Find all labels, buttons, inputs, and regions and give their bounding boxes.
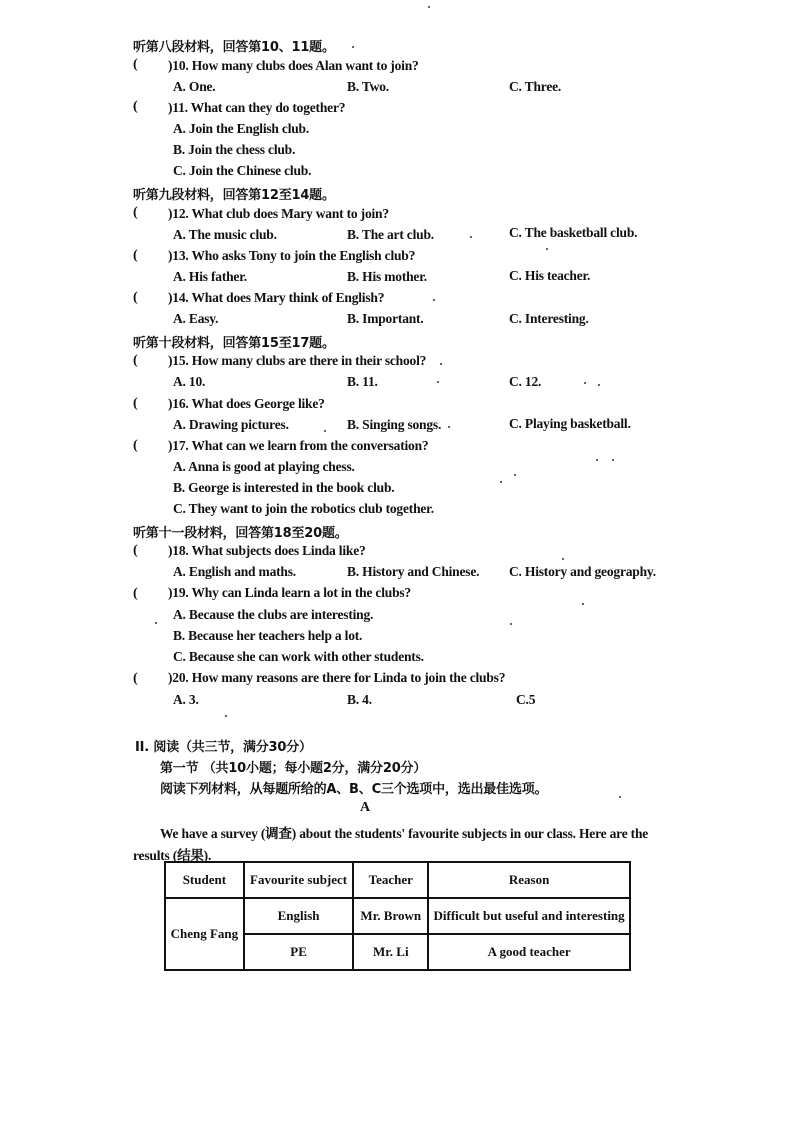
q19-option-b: B. Because her teachers help a lot. (173, 628, 363, 643)
scan-speck (582, 603, 584, 605)
q10-option-b: B. Two. (347, 79, 389, 94)
header-reason: Reason (428, 862, 630, 898)
answer-paren-14[interactable]: ( (133, 290, 138, 305)
scan-speck (619, 796, 621, 798)
q11-option-c: C. Join the Chinese club. (173, 163, 312, 178)
cell-subject: English (244, 898, 354, 934)
scan-speck (428, 6, 430, 8)
answer-paren-15[interactable]: ( (133, 353, 138, 368)
section-8-heading: 听第八段材料，回答第10、11题。 (133, 40, 335, 55)
scan-speck (510, 623, 512, 625)
q12-option-b: B. The art club. (347, 227, 434, 242)
table-row (165, 898, 630, 934)
q17-option-b: B. George is interested in the book club. (173, 480, 395, 495)
q20-option-a: A. 3. (173, 692, 199, 707)
question-18: )18. What subjects does Linda like? (168, 543, 366, 558)
answer-paren-19[interactable]: ( (133, 586, 138, 601)
answer-paren-20[interactable]: ( (133, 671, 138, 686)
q14-option-b: B. Important. (347, 311, 424, 326)
reading-heading: II. 阅读（共三节，满分30分） (135, 740, 312, 755)
q17-option-c: C. They want to join the robotics club together. (173, 501, 434, 516)
question-17: )17. What can we learn from the conversation? (168, 438, 429, 453)
q16-option-b: B. Singing songs. (347, 417, 442, 432)
q17-option-a: A. Anna is good at playing chess. (173, 459, 355, 474)
scan-speck (562, 558, 564, 560)
scan-speck (612, 459, 614, 461)
table-header-row (165, 862, 630, 898)
q20-option-b: B. 4. (347, 692, 372, 707)
q13-option-b: B. His mother. (347, 269, 427, 284)
header-teacher: Teacher (353, 862, 428, 898)
q20-option-c: C.5 (516, 692, 536, 707)
q15-option-a: A. 10. (173, 374, 206, 389)
q14-option-a: A. Easy. (173, 311, 219, 326)
scan-speck (598, 384, 600, 386)
q14-option-c: C. Interesting. (509, 311, 589, 326)
scan-speck (155, 622, 157, 624)
question-14: )14. What does Mary think of English? (168, 290, 385, 305)
scan-speck (514, 474, 516, 476)
cell-reason: Difficult but useful and interesting (428, 898, 630, 934)
scan-speck (584, 382, 586, 384)
q10-option-a: A. One. (173, 79, 216, 94)
q15-option-c: C. 12. (509, 374, 542, 389)
q18-option-c: C. History and geography. (509, 564, 656, 579)
question-10: )10. How many clubs does Alan want to join? (168, 58, 419, 73)
q13-option-c: C. His teacher. (509, 268, 591, 283)
question-15: )15. How many clubs are there in their school? (168, 353, 427, 368)
scan-speck (546, 248, 548, 250)
answer-paren-16[interactable]: ( (133, 396, 138, 411)
passage-label: A (359, 800, 371, 815)
reading-instruction: 阅读下列材料，从每题所给的A、B、C三个选项中，选出最佳选项。 (160, 782, 548, 797)
question-16: )16. What does George like? (168, 396, 325, 411)
scan-speck (352, 46, 354, 48)
q12-option-a: A. The music club. (173, 227, 277, 242)
section-9-heading: 听第九段材料，回答第12至14题。 (133, 188, 335, 203)
question-13: )13. Who asks Tony to join the English club? (168, 248, 416, 263)
q11-option-b: B. Join the chess club. (173, 142, 296, 157)
survey-table (164, 861, 631, 971)
answer-paren-11[interactable]: ( (133, 99, 138, 114)
q13-option-a: A. His father. (173, 269, 247, 284)
scan-speck (433, 299, 435, 301)
header-student: Student (165, 862, 244, 898)
reading-part1: 第一节 （共10小题；每小题2分，满分20分） (160, 761, 427, 776)
cell-subject: PE (244, 934, 354, 970)
answer-paren-18[interactable]: ( (133, 543, 138, 558)
q16-option-c: C. Playing basketball. (509, 416, 631, 431)
section-11-heading: 听第十一段材料，回答第18至20题。 (133, 526, 348, 541)
scan-speck (500, 481, 502, 483)
scan-speck (596, 459, 598, 461)
question-20: )20. How many reasons are there for Linda to join the clubs? (168, 670, 506, 685)
q16-option-a: A. Drawing pictures. (173, 417, 289, 432)
section-10-heading: 听第十段材料，回答第15至17题。 (133, 336, 335, 351)
cell-teacher: Mr. Li (353, 934, 428, 970)
passage-intro-line1: We have a survey (调查) about the students' favourite subjects in our class. Here are the (160, 826, 649, 841)
cell-teacher: Mr. Brown (353, 898, 428, 934)
question-12: )12. What club does Mary want to join? (168, 206, 389, 221)
question-11: )11. What can they do together? (168, 100, 346, 115)
question-19: )19. Why can Linda learn a lot in the clubs? (168, 585, 411, 600)
answer-paren-12[interactable]: ( (133, 205, 138, 220)
scan-speck (470, 236, 472, 238)
scan-speck (437, 381, 439, 383)
q19-option-c: C. Because she can work with other students. (173, 649, 424, 664)
q11-option-a: A. Join the English club. (173, 121, 310, 136)
cell-reason: A good teacher (428, 934, 630, 970)
q18-option-b: B. History and Chinese. (347, 564, 480, 579)
q19-option-a: A. Because the clubs are interesting. (173, 607, 374, 622)
answer-paren-17[interactable]: ( (133, 438, 138, 453)
scan-speck (225, 715, 227, 717)
passage-intro-line2: results (结果). (133, 848, 212, 863)
scan-speck (440, 363, 442, 365)
q18-option-a: A. English and maths. (173, 564, 296, 579)
header-favourite-subject: Favourite subject (244, 862, 354, 898)
answer-paren-13[interactable]: ( (133, 248, 138, 263)
q15-option-b: B. 11. (347, 374, 378, 389)
cell-student: Cheng Fang (165, 898, 244, 970)
scan-speck (448, 426, 450, 428)
scan-speck (324, 430, 326, 432)
q10-option-c: C. Three. (509, 79, 562, 94)
answer-paren-10[interactable]: ( (133, 57, 138, 72)
q12-option-c: C. The basketball club. (509, 225, 638, 240)
